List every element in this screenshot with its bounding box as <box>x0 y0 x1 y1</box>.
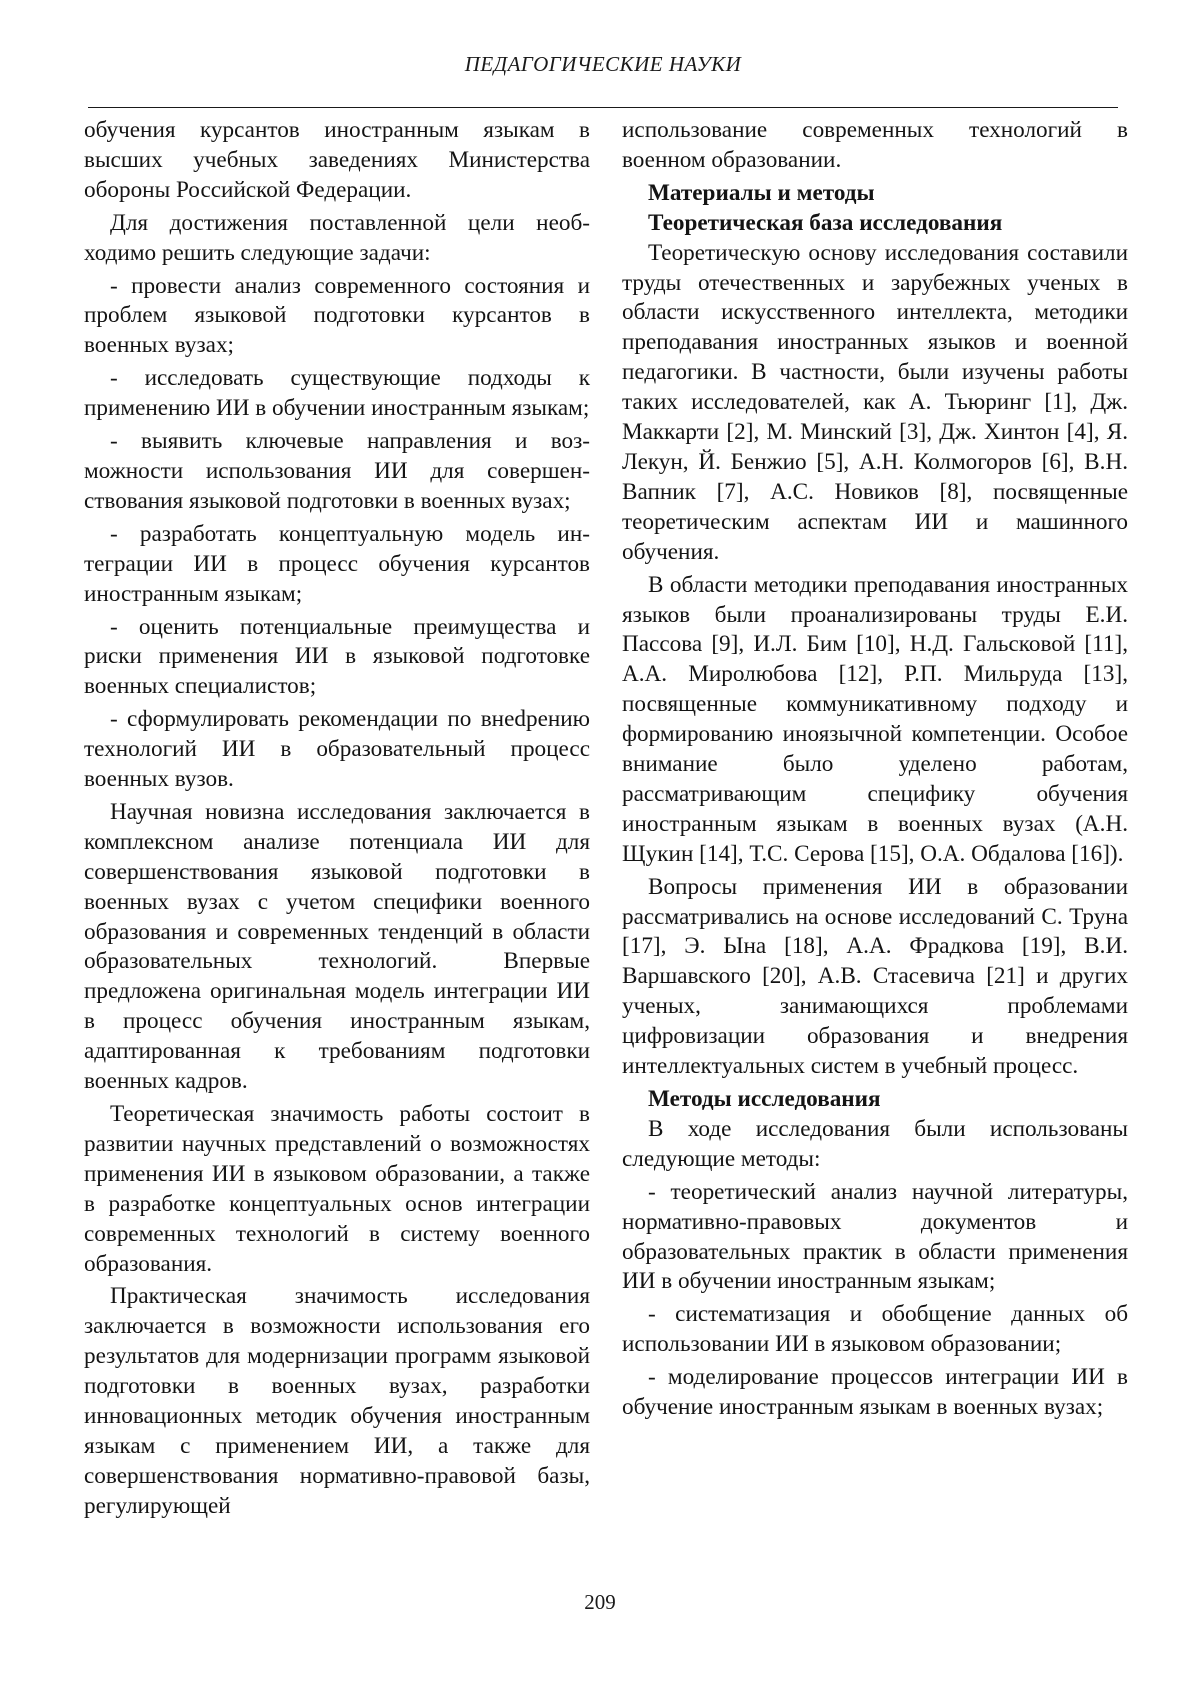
header-rule <box>88 107 1118 108</box>
theory-paragraph-3: Вопросы применения ИИ в образовании рассматривались на основе исследований С. Труна [17], Э. Ына [18], А.А. Фрадкова [19], В.И. Варшавского [20], А.В. Стасевича [21] и других ученых, занимающихся проблемами цифровизации образования и внедрения интеллектуальных систем в учебный процесс. <box>622 873 1128 1080</box>
task-item: - провести анализ современного состояния и проблем языковой подготовки курсантов в военных вузах; <box>84 272 590 359</box>
section-heading-materials: Материалы и методы <box>648 179 875 206</box>
right-column <box>622 116 1128 1426</box>
left-column <box>84 116 590 1525</box>
method-item: - моделирование процессов интеграции ИИ в обучение иностранным языкам в военных вузах; <box>622 1364 1128 1421</box>
task-item: - оценить потенциальные преимущества и риски применения ИИ в языковой подготовке военных специалистов; <box>84 613 590 700</box>
subsection-heading-methods: Методы исследования <box>648 1086 881 1112</box>
page-number: 209 <box>584 1590 616 1614</box>
tasks-intro-paragraph: Для достижения поставленной цели необходимо решить следующие задачи: <box>84 209 590 266</box>
novelty-paragraph: Научная новизна исследования заключается в комплексном анализе потенциала ИИ для совершенствования языковой подготовки в военных вузах с учетом специфики военного образования и современных тенденций в области образовательных технологий. Впервые предложена оригинальная модель интеграции ИИ в процесс обучения иностранным языкам, адаптированная к требованиям подготовки военных кадров. <box>84 798 590 1095</box>
task-item: - исследовать существующие подходы к применению ИИ в обучении иностранным языкам; <box>84 365 590 422</box>
methods-intro-paragraph: В ходе исследования были использованы следующие методы: <box>622 1115 1128 1172</box>
theoretical-significance-paragraph: Теоретическая значимость работы состоит в развитии научных представлений о возможностях применения ИИ в языковом образовании, а также в разработке концептуальных основ интеграции современных технологий в систему военного образования. <box>84 1101 590 1277</box>
method-item: - теоретический анализ научной литературы, нормативно-правовых документов и образовательных практик в области применения ИИ в обучении иностранным языкам; <box>622 1178 1128 1295</box>
task-item: - разработать концептуальную модель интеграции ИИ в процесс обучения курсантов иностранным языкам; <box>84 520 590 607</box>
task-item: - выявить ключевые направления и возможности использования ИИ для совершенствования языковой подготовки в военных вузах; <box>84 428 590 514</box>
task-item: - сформулировать рекомендации по внеdрению технологий ИИ в образовательный процесс военных вузов. <box>84 706 590 793</box>
subsection-heading-theory: Теоретическая база исследования <box>648 209 1003 236</box>
running-header: ПЕДАГОГИЧЕСКИЕ НАУКИ <box>464 52 742 76</box>
method-item: - систематизация и обобщение данных об использовании ИИ в языковом образовании; <box>622 1301 1128 1358</box>
left-paragraph-continuation: обучения курсантов иностранным языкам в высших учебных заведениях Министерства обороны Российской Федерации. <box>84 117 590 203</box>
practical-significance-paragraph: Практическая значимость исследования заключается в возможности использования его результатов для модернизации программ языковой подготовки в военных вузах, разработки инновационных методик обучения иностранным языкам с применением ИИ, а также для совершенствования нормативно-правовой базы, регулирующей <box>84 1283 590 1519</box>
theory-paragraph-1: Теоретическую основу исследования составили труды отечественных и зарубежных ученых в области искусственного интеллекта, методики преподавания иностранных языков и военной педагогики. В частности, были изучены работы таких исследователей, как А. Тьюринг [1], Дж. Маккарти [2], М. Минский [3], Дж. Хинтон [4], Я. Лекун, Й. Бенжио [5], А.Н. Колмогоров [6], В.Н. Вапник [7], А.С. Новиков [8], посвященные теоретическим аспектам ИИ и машинного обучения. <box>622 239 1128 565</box>
theory-paragraph-2: В области методики преподавания иностранных языков были проанализированы труды Е.И. Пассова [9], И.Л. Бим [10], Н.Д. Гальсковой [11], А.А. Миролюбова [12], Р.П. Мильруда [13], посвященные коммуникативному подходу и формированию иноязычной компетенции. Особое внимание было уделено работам, рассматривающим специфику обучения иностранным языкам в военных вузах (А.Н. Щукин [14], Т.С. Серова [15], О.А. Обдалова [16]). <box>622 571 1128 867</box>
right-paragraph-continuation: использование современных технологий в военном образовании. <box>622 117 1128 173</box>
